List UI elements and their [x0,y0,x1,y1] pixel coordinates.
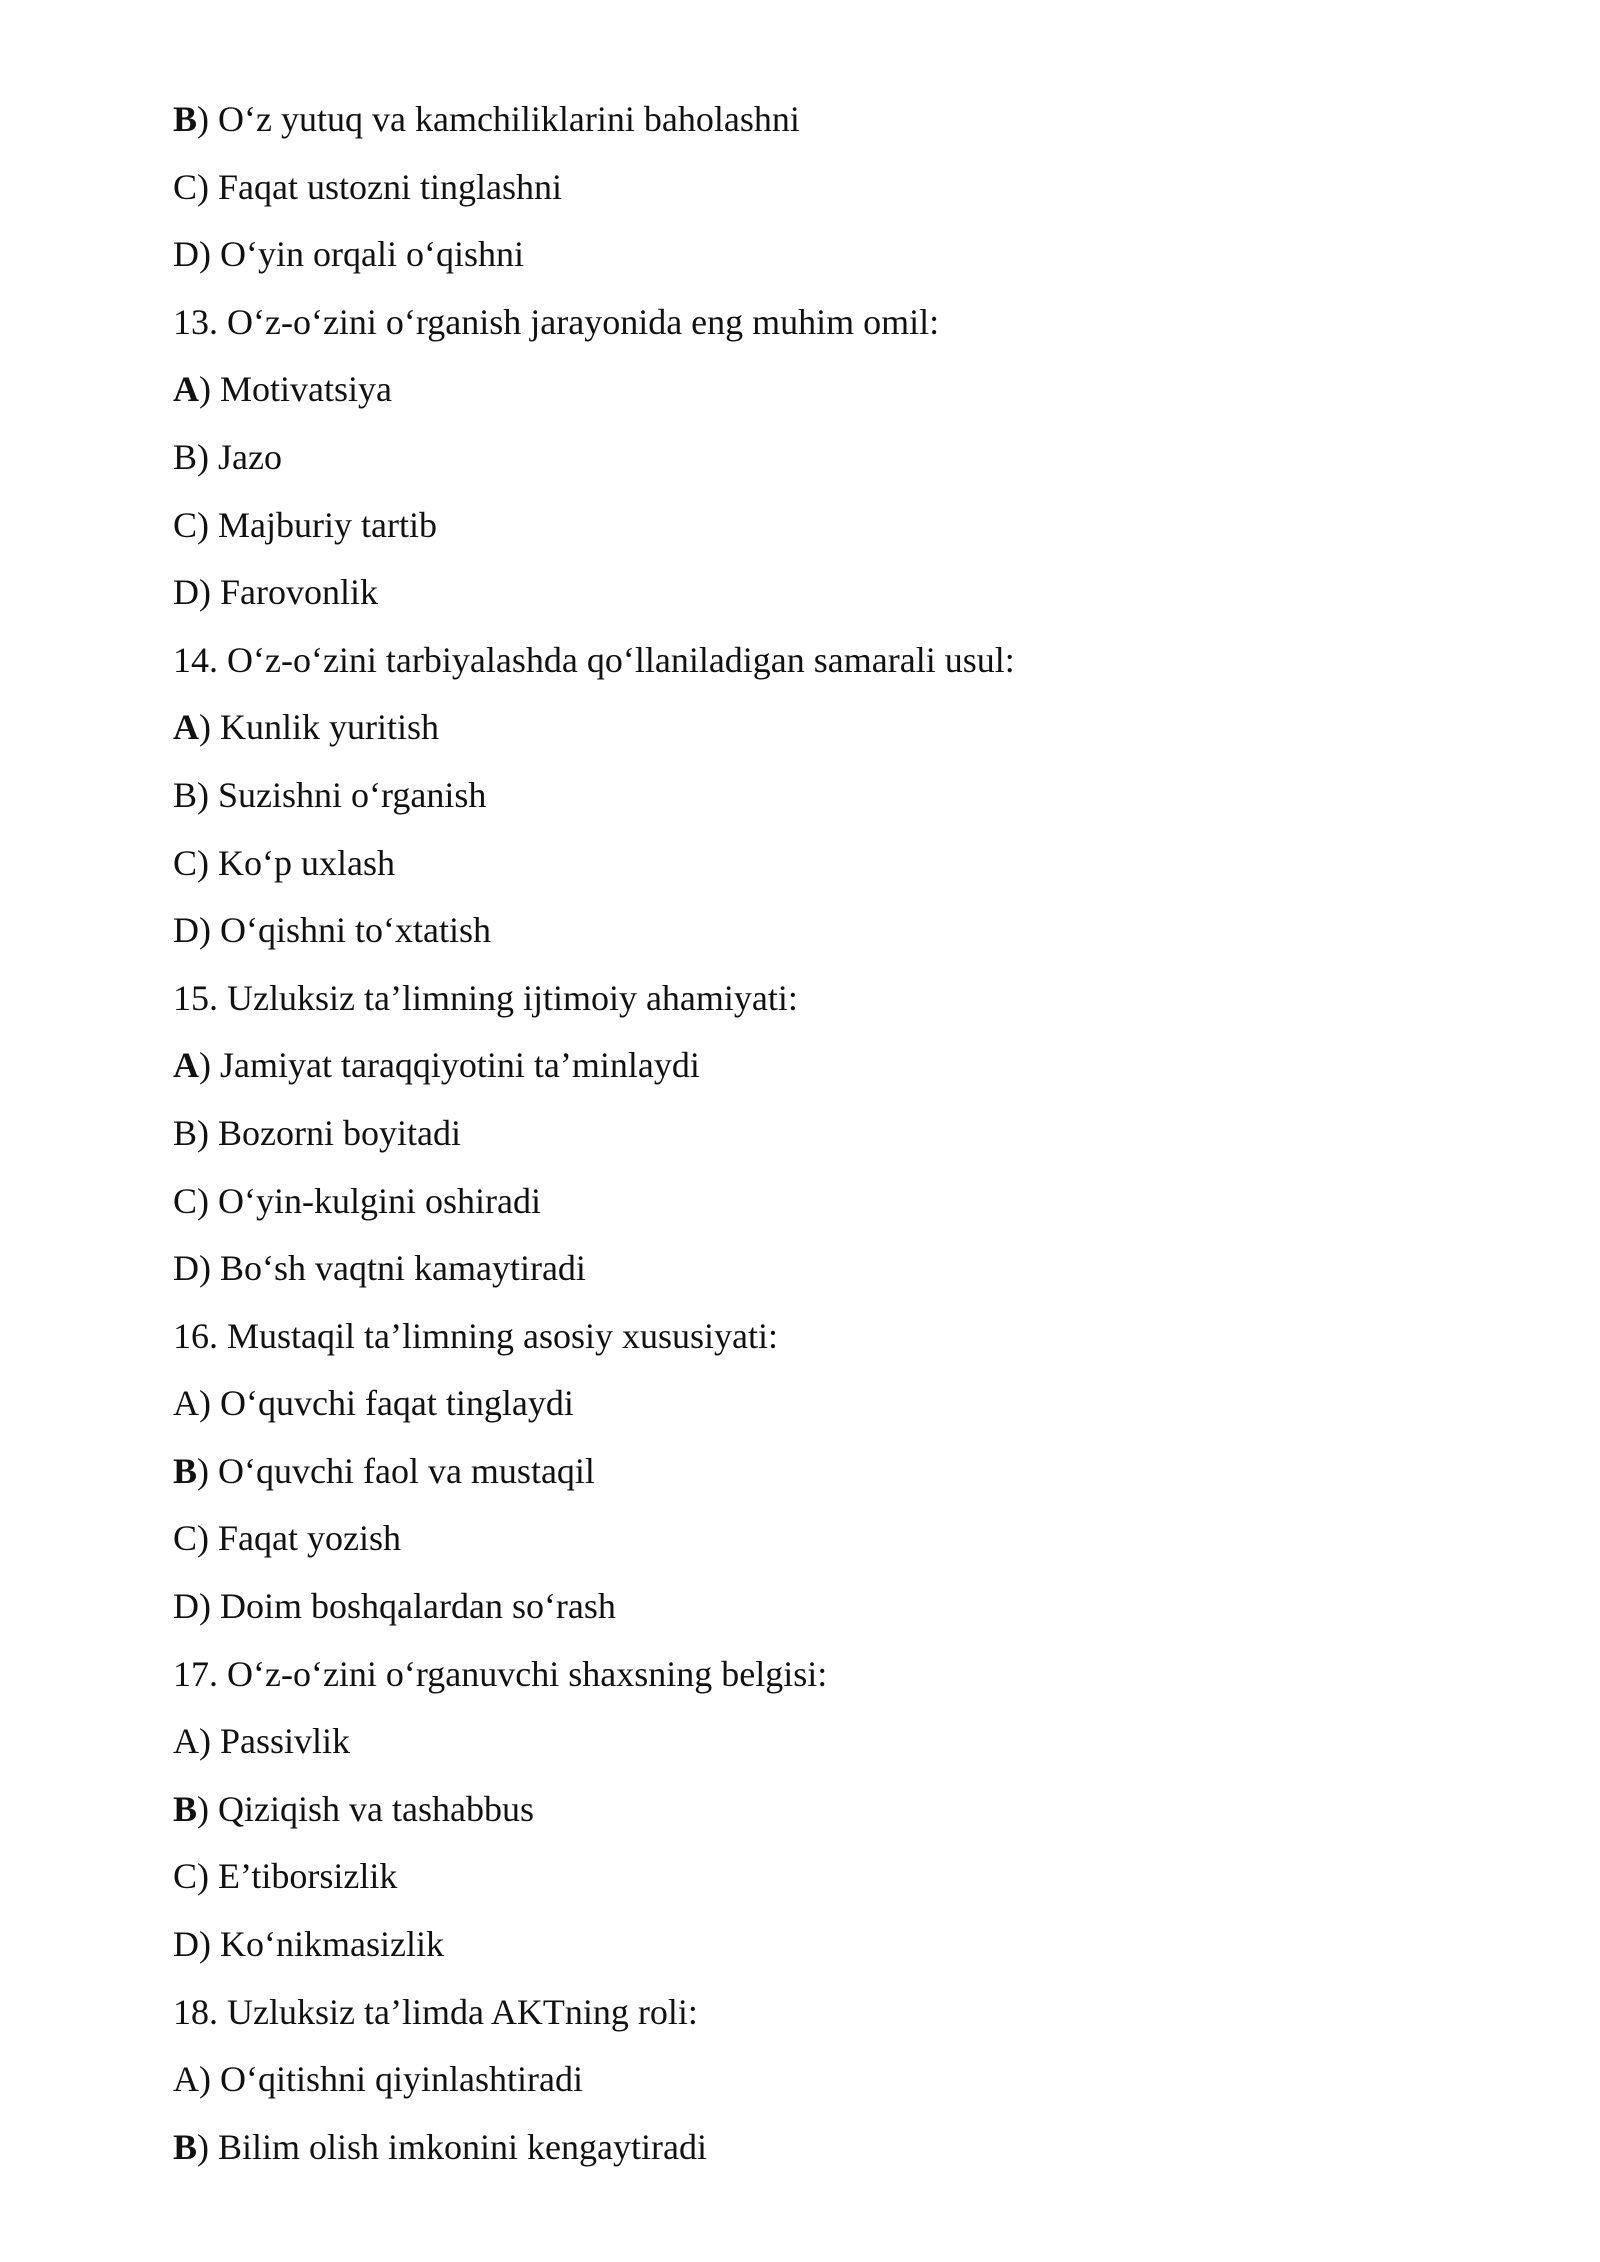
correct-answer-letter: A [173,369,199,410]
answer-text: O‘qitishni qiyinlashtiradi [220,2059,583,2100]
answer-letter: B [173,1112,198,1153]
answer-option [173,1712,1473,1780]
answer-text: Farovonlik [220,572,378,613]
answer-text: Qiziqish va tashabbus [218,1788,534,1829]
question-text: 15. Uzluksiz ta’limning ijtimoiy ahamiyati: [173,977,798,1018]
answer-option [173,1172,1473,1240]
option-separator: ) [199,234,220,275]
answer-letter: C [173,842,198,883]
option-separator: ) [197,436,219,477]
option-separator: ) [199,2059,220,2100]
answer-option [173,496,1473,564]
option-separator: ) [199,1383,220,1424]
answer-text: Bilim olish imkonini kengaytiradi [218,2126,707,2167]
question-text: 13. O‘z-o‘zini o‘rganish jarayonida eng muhim omil: [173,301,940,342]
answer-option [173,1036,1473,1104]
answer-text: Jazo [218,436,282,477]
answer-text: Faqat yozish [218,1518,401,1559]
option-separator: ) [199,1586,220,1627]
correct-answer-letter: B [173,2126,198,2167]
answer-text: Passivlik [220,1721,351,1762]
answer-option [173,428,1473,496]
option-separator: ) [197,1180,219,1221]
answer-text: Jamiyat taraqqiyotini ta’minlaydi [220,1045,700,1086]
option-separator: ) [197,1112,219,1153]
correct-answer-letter: A [173,707,199,748]
question-text: 17. O‘z-o‘zini o‘rganuvchi shaxsning belgisi: [173,1653,828,1694]
option-separator: ) [197,166,219,207]
question-text: 14. O‘z-o‘zini tarbiyalashda qo‘llaniladigan samarali usul: [173,639,1015,680]
answer-text: Doim boshqalardan so‘rash [220,1586,616,1627]
answer-option [173,901,1473,969]
option-separator: ) [197,1856,219,1897]
answer-text: Majburiy tartib [218,504,437,545]
answer-option [173,2050,1473,2118]
answer-text: E’tiborsizlik [218,1856,398,1897]
answer-letter: D [173,234,199,275]
answer-option [173,158,1473,226]
option-separator: ) [199,707,220,748]
answer-letter: C [173,166,198,207]
option-separator: ) [199,1248,220,1289]
answer-option [173,766,1473,834]
answer-letter: B [173,774,198,815]
answer-letter: D [173,1924,199,1965]
option-separator: ) [197,2126,219,2167]
answer-text: Kunlik yuritish [220,707,440,748]
correct-answer-letter: B [173,1450,198,1491]
option-separator: ) [199,572,220,613]
answer-option [173,1374,1473,1442]
answer-letter: C [173,1856,198,1897]
answer-option [173,698,1473,766]
answer-option [173,1442,1473,1510]
answer-text: O‘z yutuq va kamchiliklarini baholashni [218,99,800,139]
answer-text: Suzishni o‘rganish [218,774,487,815]
answer-option [173,360,1473,428]
answer-letter: D [173,910,199,951]
answer-option [173,834,1473,902]
answer-text: Faqat ustozni tinglashni [218,166,562,207]
answer-letter: D [173,1586,199,1627]
option-separator: ) [199,1924,220,1965]
question-text: 18. Uzluksiz ta’limda AKTning roli: [173,1991,698,2032]
answer-text: O‘yin-kulgini oshiradi [218,1180,541,1221]
answer-option [173,225,1473,293]
answer-letter: A [173,1721,199,1762]
question-text: 16. Mustaqil ta’limning asosiy xususiyati: [173,1315,778,1356]
answer-letter: C [173,504,198,545]
answer-text: O‘qishni to‘xtatish [220,910,491,951]
answer-option [173,1509,1473,1577]
answer-text: O‘quvchi faqat tinglaydi [220,1383,574,1424]
answer-text: Bozorni boyitadi [218,1112,461,1153]
answer-option [173,1915,1473,1983]
answer-option [173,1577,1473,1645]
option-separator: ) [197,504,219,545]
answer-text: O‘yin orqali o‘qishni [220,234,524,275]
answer-text: Bo‘sh vaqtni kamaytiradi [220,1248,586,1289]
option-separator: ) [199,369,220,410]
option-separator: ) [197,1450,219,1491]
option-separator: ) [197,774,219,815]
correct-answer-letter: B [173,99,198,139]
answer-letter: C [173,1518,198,1559]
answer-letter: C [173,1180,198,1221]
option-separator: ) [199,1721,220,1762]
answer-letter: D [173,572,199,613]
answer-option [173,1104,1473,1172]
correct-answer-letter: B [173,1788,198,1829]
answer-option [173,1780,1473,1848]
answer-option [173,1847,1473,1915]
answer-text: Motivatsiya [220,369,392,410]
answer-text: Ko‘nikmasizlik [220,1924,444,1965]
answer-letter: A [173,1383,199,1424]
option-separator: ) [197,1788,219,1829]
question-list [173,90,1473,2185]
answer-option [173,2118,1473,2186]
answer-option [173,90,1473,158]
answer-text: Ko‘p uxlash [218,842,395,883]
answer-letter: D [173,1248,199,1289]
correct-answer-letter: A [173,1045,199,1086]
option-separator: ) [197,842,219,883]
option-separator: ) [197,99,219,139]
answer-letter: A [173,2059,199,2100]
answer-letter: B [173,436,198,477]
option-separator: ) [197,1518,219,1559]
answer-option [173,1239,1473,1307]
option-separator: ) [199,1045,220,1086]
option-separator: ) [199,910,220,951]
answer-text: O‘quvchi faol va mustaqil [218,1450,595,1491]
answer-option [173,563,1473,631]
